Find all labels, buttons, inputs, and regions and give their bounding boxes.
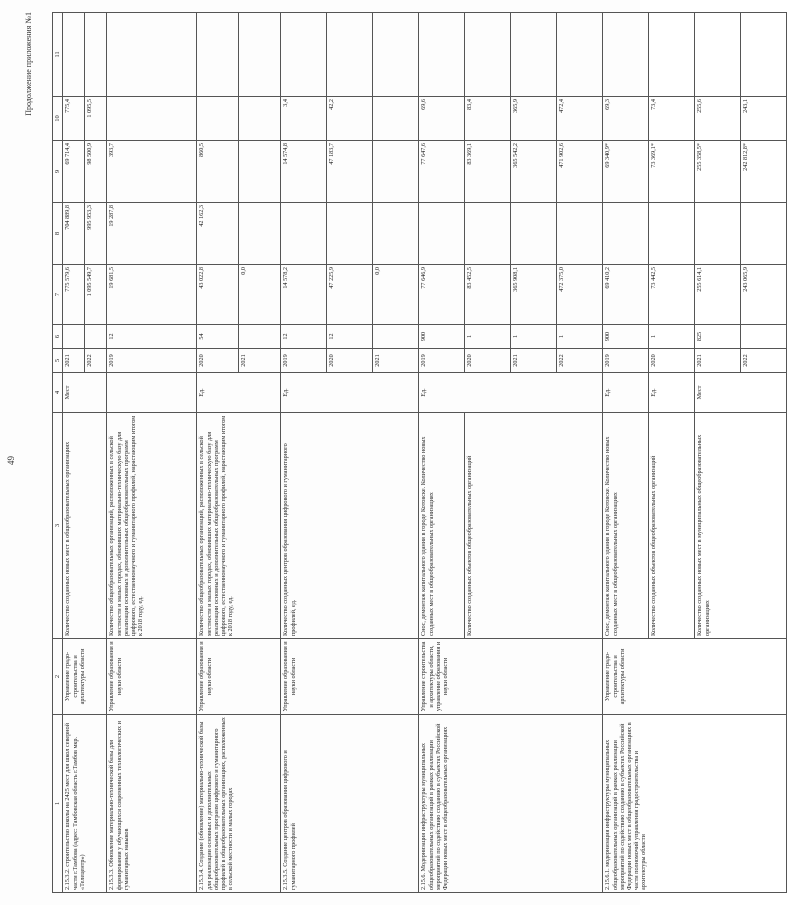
regional-amount-cell: 393,7 [107,141,197,203]
year-cell: 2020 [327,349,373,373]
federal-amount-cell [281,203,327,265]
unit-cell: Мест [63,373,107,413]
indicator-cell: Количество созданных объектов общеобразовательных организаций [649,413,695,639]
year-cell: 2020 [197,349,239,373]
col-num-1: 1 [53,715,63,893]
measure-name-cell: 2.15.6. Модернизация инфраструктуры муниципальных общеобразовательных организаций в рамках реализации мероприятий по содействию созданию в субъектах Российской Федерации новых мест в общеобразовательных организациях [419,715,603,893]
executor-cell: Управление образования и науки области [281,639,419,715]
executor-cell: Управление образования и науки области [197,639,281,715]
year-cell: 2019 [603,349,649,373]
total-amount-cell: 365 908,1 [511,265,557,325]
regional-amount-cell: 69 714,4 [63,141,85,203]
total-amount-cell: 775 579,6 [63,265,85,325]
table-row [197,13,239,893]
federal-amount-cell [327,203,373,265]
other-amount-cell [327,13,373,97]
federal-amount-cell: 704 889,8 [63,203,85,265]
indicator-value-cell: 1 [557,325,603,349]
total-amount-cell: 0,0 [239,265,281,325]
federal-amount-cell [695,203,741,265]
year-cell: 2022 [557,349,603,373]
other-amount-cell [511,13,557,97]
indicator-value-cell [63,325,85,349]
local-amount-cell: 69,6 [419,97,465,141]
federal-amount-cell [373,203,419,265]
federal-amount-cell [465,203,511,265]
total-amount-cell: 77 646,9 [419,265,465,325]
unit-cell [107,373,197,413]
col-num-11: 11 [53,13,63,97]
total-amount-cell: 43 022,8 [197,265,239,325]
unit-cell: Ед. [281,373,419,413]
table-row [107,13,197,893]
measure-name-cell: 2.15.6.1. модернизация инфраструктуры муниципальных общеобразовательных организаций в рамках реализации мероприятий по содействию созданию в субъектах Российской Федерации новых мест в общеобразовательных организациях в части полномочий управления градостроительства и архитектуры области [603,715,787,893]
indicator-value-cell: 900 [603,325,649,349]
indicator-value-cell: 12 [107,325,197,349]
regional-amount-cell: 98 500,9 [85,141,107,203]
executor-cell: Управление градо-строительства и архитектуры области [63,639,107,715]
col-num-10: 10 [53,97,63,141]
total-amount-cell: 83 452,5 [465,265,511,325]
table-row [419,13,465,893]
unit-cell: Ед. [603,373,649,413]
total-amount-cell: 14 578,2 [281,265,327,325]
table-row [63,13,85,893]
measure-name-cell: 2.15.3.3. Обновление материально-технической базы для формирования у обучающихся современных технологических и гуманитарных навыков [107,715,197,893]
year-cell: 2021 [695,349,741,373]
other-amount-cell [373,13,419,97]
local-amount-cell [373,97,419,141]
indicator-cell: Количество общеобразовательных организаций, расположенных в сельской местности и малых городах, обновивших материально-техническую базу для реализации основных и дополнительных общеобразовательных программ цифрового, естественнонаучного и гуманитарного профилей, нарастающим итогом к 2018 году, ед. [197,413,281,639]
local-amount-cell: 3,4 [281,97,327,141]
local-amount-cell: 42,2 [327,97,373,141]
regional-amount-cell: 77 647,6 [419,141,465,203]
other-amount-cell [465,13,511,97]
regional-amount-cell: 471 902,6 [557,141,603,203]
indicator-cell: Снос, демонтаж капитального здания в городе Котовске. Количество новых созданных мест в общеобразовательных организациях [603,413,649,639]
local-amount-cell [107,97,197,141]
unit-cell: Ед. [649,373,695,413]
col-num-8: 8 [53,203,63,265]
federal-amount-cell: 995 953,3 [85,203,107,265]
other-amount-cell [649,13,695,97]
federal-amount-cell [419,203,465,265]
col-num-9: 9 [53,141,63,203]
indicator-value-cell [373,325,419,349]
regional-amount-cell [373,141,419,203]
local-amount-cell: 775,4 [63,97,85,141]
measure-name-cell: 2.15.3.4. Создание (обновление) материально-технической базы для реализации основных и дополнительных общеобразовательных программ цифрового и гуманитарного профилей в общеобразовательных организациях, расположенных в сельской местности и малых городах [197,715,281,893]
appendix-label: Продолжение приложения №1 [24,12,33,116]
unit-cell: Ед. [197,373,281,413]
other-amount-cell [107,13,197,97]
federal-amount-cell [603,203,649,265]
federal-amount-cell [741,203,787,265]
indicator-cell: Количество созданных новых мест в муниципальных общеобразовательных организациях [695,413,787,639]
indicator-value-cell [239,325,281,349]
regional-amount-cell: 14 574,8 [281,141,327,203]
indicator-cell: Количество созданных центров образования цифрового и гуманитарного профилей, ед. [281,413,419,639]
col-num-3: 3 [53,413,63,639]
federal-amount-cell [511,203,557,265]
other-amount-cell [741,13,787,97]
unit-cell: Мест [695,373,787,413]
local-amount-cell: 365,9 [511,97,557,141]
total-amount-cell: 73 442,5 [649,265,695,325]
regional-amount-cell: 242 812,8* [741,141,787,203]
indicator-cell: Количество общеобразовательных организаций, расположенных в сельской местности и малых городах, обновивших материально-техническую базу для реализации основных и дополнительных общеобразовательных программ цифрового, естественнонаучного и гуманитарного профилей, нарастающим итогом к 2018 году, ед. [107,413,197,639]
indicator-value-cell: 900 [419,325,465,349]
federal-amount-cell [649,203,695,265]
federal-amount-cell [239,203,281,265]
indicator-value-cell: 1 [511,325,557,349]
col-num-6: 6 [53,325,63,349]
year-cell: 2022 [85,349,107,373]
year-cell: 2019 [419,349,465,373]
unit-cell: Ед. [419,373,603,413]
other-amount-cell [85,13,107,97]
year-cell: 2019 [281,349,327,373]
indicator-value-cell: 825 [695,325,741,349]
local-amount-cell [239,97,281,141]
other-amount-cell [239,13,281,97]
federal-amount-cell [557,203,603,265]
total-amount-cell: 19 681,5 [107,265,197,325]
total-amount-cell: 243 065,9 [741,265,787,325]
other-amount-cell [557,13,603,97]
indicator-value-cell: 12 [281,325,327,349]
year-cell: 2021 [63,349,85,373]
other-amount-cell [63,13,85,97]
col-num-7: 7 [53,265,63,325]
regional-amount-cell: 47 183,7 [327,141,373,203]
year-cell: 2021 [373,349,419,373]
indicator-cell: Количество созданных объектов общеобразовательных организаций [465,413,603,639]
indicator-value-cell: 1 [465,325,511,349]
year-cell: 2021 [511,349,557,373]
federal-amount-cell: 19 287,8 [107,203,197,265]
year-cell: 2020 [465,349,511,373]
year-cell: 2020 [649,349,695,373]
total-amount-cell: 69 410,2 [603,265,649,325]
regional-amount-cell: 69 340,9* [603,141,649,203]
regional-amount-cell: 365 542,2 [511,141,557,203]
federal-amount-cell: 42 162,3 [197,203,239,265]
measure-name-cell: 2.15.3.2. строительство школы на 2425 мест для школ северной части г.Тамбова (адрес: Тамбовская область г.Тамбов мкр. «Телецентр») [63,715,107,893]
page-number: 49 [6,456,16,465]
program-table [52,12,787,893]
local-amount-cell: 73,4 [649,97,695,141]
executor-cell: Управление образования и науки области [107,639,197,715]
regional-amount-cell: 860,5 [197,141,239,203]
total-amount-cell: 472 375,0 [557,265,603,325]
indicator-value-cell [85,325,107,349]
other-amount-cell [281,13,327,97]
local-amount-cell: 243,1 [741,97,787,141]
local-amount-cell: 1 095,5 [85,97,107,141]
total-amount-cell: 255 614,1 [695,265,741,325]
other-amount-cell [197,13,239,97]
year-cell: 2019 [107,349,197,373]
regional-amount-cell [239,141,281,203]
year-cell: 2022 [741,349,787,373]
indicator-value-cell: 12 [327,325,373,349]
other-amount-cell [419,13,465,97]
year-cell: 2021 [239,349,281,373]
local-amount-cell: 69,3 [603,97,649,141]
measure-name-cell: 2.15.3.5. Создание центров образования цифрового и гуманитарного профилей [281,715,419,893]
col-num-5: 5 [53,349,63,373]
table-row [281,13,327,893]
col-num-2: 2 [53,639,63,715]
total-amount-cell: 0,0 [373,265,419,325]
indicator-value-cell: 54 [197,325,239,349]
col-num-4: 4 [53,373,63,413]
regional-amount-cell: 83 369,1 [465,141,511,203]
table-row [603,13,649,893]
local-amount-cell [197,97,239,141]
regional-amount-cell: 255 358,5* [695,141,741,203]
other-amount-cell [695,13,741,97]
indicator-value-cell: 1 [649,325,695,349]
local-amount-cell: 255,6 [695,97,741,141]
regional-amount-cell: 73 369,1* [649,141,695,203]
indicator-cell: Количество созданных новых мест в общеобразовательных организациях [63,413,107,639]
local-amount-cell: 83,4 [465,97,511,141]
indicator-cell: Снос, демонтаж капитального здания в городе Котовске. Количество новых созданных мест в общеобразовательных организациях [419,413,465,639]
total-amount-cell: 47 225,9 [327,265,373,325]
total-amount-cell: 1 095 549,7 [85,265,107,325]
executor-cell: Управление строительства и архитектуры области, управление образования и науки области [419,639,603,715]
indicator-value-cell [741,325,787,349]
local-amount-cell: 472,4 [557,97,603,141]
other-amount-cell [603,13,649,97]
column-number-row [53,13,63,893]
executor-cell: Управление градо-строительства и архитектуры области [603,639,787,715]
